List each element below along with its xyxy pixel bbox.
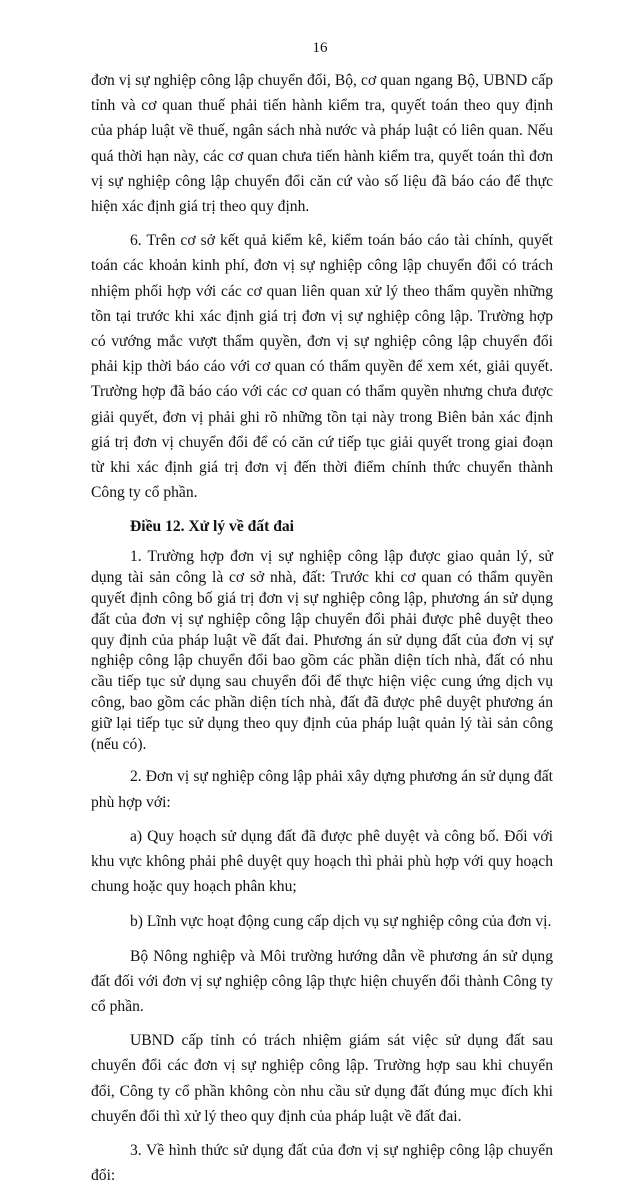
paragraph-item-2b: b) Lĩnh vực hoạt động cung cấp dịch vụ sự nghiệp công của đơn vị.: [130, 913, 552, 931]
paragraph-item-6: 6. Trên cơ sở kết quả kiểm kê, kiểm toán báo cáo tài chính, quyết toán các khoản kinh phí, đơn vị sự nghiệp công lập chuyển đổi có trách nhiệm phối hợp với các cơ quan liên quan xử lý theo thẩm quyền những tồn tại trước khi xác định giá trị đơn vị sự nghiệp công lập. Trường hợp có vướng mắc vượt thẩm quyền, đơn vị sự nghiệp công lập chuyển đổi phải kịp thời báo cáo với cơ quan có thẩm quyền để xem xét, giải quyết. Trường hợp đã báo cáo với các cơ quan có thẩm quyền nhưng chưa được giải quyết, đơn vị phải ghi rõ những tồn tại này trong Biên bản xác định giá trị đơn vị chuyển đổi để có căn cứ tiếp tục giải quyết trong giai đoạn từ khi xác định giá trị đơn vị đến thời điểm chính thức chuyển thành Công ty cổ phần.: [91, 232, 553, 502]
paragraph-item-1: 1. Trường hợp đơn vị sự nghiệp công lập được giao quản lý, sử dụng tài sản công là cơ sở nhà, đất: Trước khi cơ quan có thẩm quyền quyết định công bố giá trị đơn vị sự nghiệp công lập, phương án sử dụng đất của đơn vị sự nghiệp công lập chuyển đổi phải được phê duyệt theo quy định của pháp luật về đất đai. Phương án sử dụng đất của đơn vị sự nghiệp công lập chuyển đổi bao gồm các phần diện tích nhà, đất có nhu cầu tiếp tục sử dụng sau chuyển đổi để thực hiện việc cung ứng dịch vụ công, bao gồm các phần diện tích nhà, đất đã được phê duyệt phương án giữ lại tiếp tục sử dụng theo quy định của pháp luật quản lý tài sản công (nếu có).: [91, 548, 553, 753]
document-body: [91, 68, 553, 1188]
paragraph-provincial-supervision: UBND cấp tỉnh có trách nhiệm giám sát việc sử dụng đất sau chuyển đổi các đơn vị sự nghiệp công lập. Trường hợp sau khi chuyển đổi, Công ty cổ phần không còn nhu cầu sử dụng đất đúng mục đích khi chuyển đổi thì xử lý theo quy định của pháp luật về đất đai.: [91, 1032, 553, 1125]
paragraph-item-2: 2. Đơn vị sự nghiệp công lập phải xây dựng phương án sử dụng đất phù hợp với:: [91, 768, 553, 811]
page-number: 16: [312, 40, 328, 56]
paragraph-continuation: đơn vị sự nghiệp công lập chuyển đổi, Bộ, cơ quan ngang Bộ, UBND cấp tỉnh và cơ quan thuế phải tiến hành kiểm tra, quyết toán theo quy định của pháp luật về thuế, ngân sách nhà nước và pháp luật có liên quan. Nếu quá thời hạn này, các cơ quan chưa tiến hành kiểm tra, quyết toán thì đơn vị sự nghiệp công lập chuyển đổi căn cứ vào số liệu đã báo cáo để thực hiện xác định giá trị theo quy định.: [91, 72, 553, 216]
article-12-heading: Điều 12. Xử lý về đất đai: [130, 518, 295, 536]
paragraph-item-3: 3. Về hình thức sử dụng đất của đơn vị sự nghiệp công lập chuyển đổi:: [91, 1142, 553, 1185]
paragraph-ministry-guidance: Bộ Nông nghiệp và Môi trường hướng dẫn về phương án sử dụng đất đối với đơn vị sự nghiệp công lập thực hiện chuyển đổi thành Công ty cổ phần.: [91, 947, 553, 1016]
paragraph-item-2a: a) Quy hoạch sử dụng đất đã được phê duyệt và công bố. Đối với khu vực không phải phê duyệt quy hoạch thì phải phù hợp với quy hoạch chung hoặc quy hoạch phân khu;: [91, 827, 553, 896]
